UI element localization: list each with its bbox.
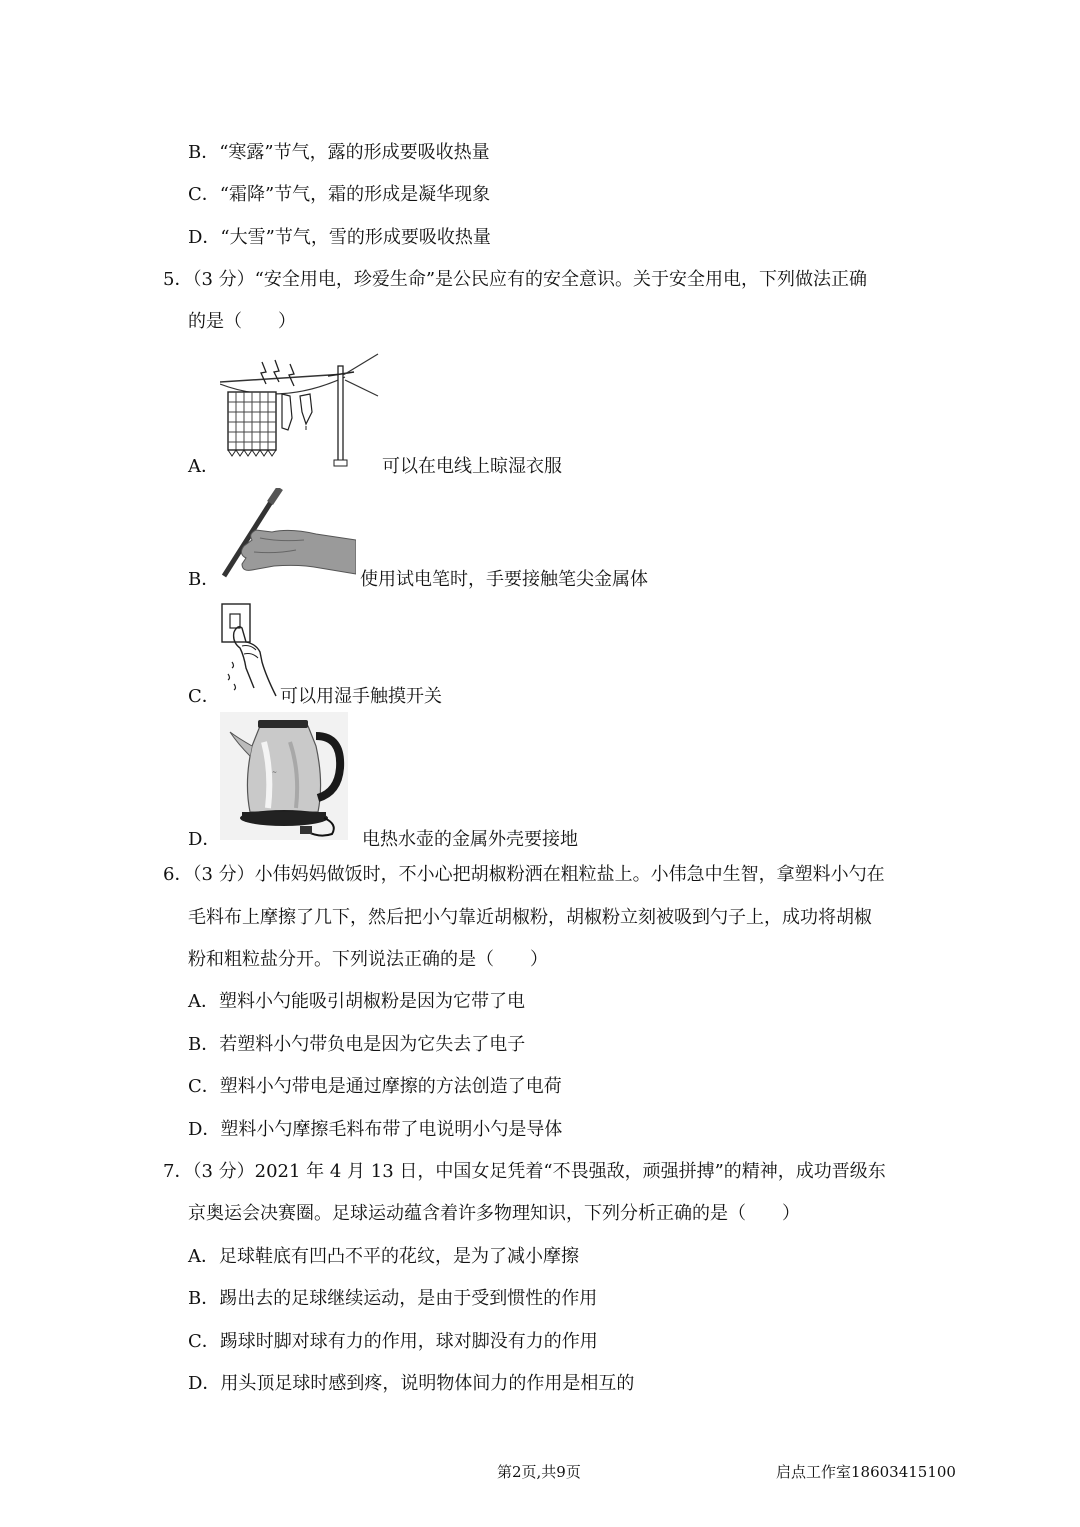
q6-stem-line1: 6．（3 分）小伟妈妈做饭时，不小心把胡椒粉洒在粗粒盐上。小伟急中生智，拿塑料小勺在 [163, 864, 885, 885]
q4-option-b: B．“寒露”节气，露的形成要吸收热量 [188, 142, 490, 163]
wet-hand-touching-switch-icon [220, 598, 280, 702]
q4-option-c: C．“霜降”节气，霜的形成是凝华现象 [188, 184, 491, 205]
q7-stem-line1: 7．（3 分）2021 年 4 月 13 日，中国女足凭着“不畏强敌，顽强拼搏”的精神，成功晋级东 [163, 1161, 886, 1182]
q5-option-d-letter: D． [188, 829, 221, 850]
q6-option-a: A．塑料小勺能吸引胡椒粉是因为它带了电 [188, 991, 525, 1012]
q5-stem-line1: 5．（3 分）“安全用电，珍爱生命”是公民应有的安全意识。关于安全用电，下列做法正确 [163, 269, 868, 290]
q5-option-d-text: 电热水壶的金属外壳要接地 [362, 829, 578, 850]
q5-option-a-text: 可以在电线上晾湿衣服 [382, 456, 562, 477]
electric-kettle-icon [220, 712, 348, 840]
q5-option-c-text: 可以用湿手触摸开关 [280, 686, 442, 707]
q5-option-a-letter: A． [188, 456, 219, 477]
q7-stem-line2: 京奥运会决赛圈。足球运动蕴含着许多物理知识，下列分析正确的是（ ） [188, 1203, 800, 1224]
studio-contact: 启点工作室18603415100 [776, 1463, 956, 1481]
q5-stem-line2: 的是（ ） [188, 311, 296, 332]
q7-option-c: C．踢球时脚对球有力的作用，球对脚没有力的作用 [188, 1331, 598, 1352]
q5-option-b-text: 使用试电笔时，手要接触笔尖金属体 [360, 569, 648, 590]
page-number: 第2页,共9页 [497, 1463, 581, 1481]
q6-stem-line2: 毛料布上摩擦了几下，然后把小勺靠近胡椒粉，胡椒粉立刻被吸到勺子上，成功将胡椒 [188, 907, 872, 928]
q5-option-b-letter: B． [188, 569, 220, 590]
q7-option-b: B．踢出去的足球继续运动，是由于受到惯性的作用 [188, 1288, 598, 1309]
q7-option-d: D．用头顶足球时感到疼，说明物体间力的作用是相互的 [188, 1373, 635, 1394]
q6-stem-line3: 粉和粗粒盐分开。下列说法正确的是（ ） [188, 949, 548, 970]
clothes-on-power-line-icon [220, 352, 380, 470]
q6-option-b: B．若塑料小勺带负电是因为它失去了电子 [188, 1034, 526, 1055]
q7-option-a: A．足球鞋底有凹凸不平的花纹，是为了减小摩擦 [188, 1246, 579, 1267]
q5-option-c-letter: C． [188, 686, 220, 707]
svg-text:~: ~ [272, 769, 278, 776]
q4-option-d: D．“大雪”节气，雪的形成要吸收热量 [188, 227, 491, 248]
q6-option-c: C．塑料小勺带电是通过摩擦的方法创造了电荷 [188, 1076, 562, 1097]
q6-option-d: D．塑料小勺摩擦毛料布带了电说明小勺是导体 [188, 1119, 563, 1140]
hand-holding-test-pen-icon [220, 488, 356, 580]
